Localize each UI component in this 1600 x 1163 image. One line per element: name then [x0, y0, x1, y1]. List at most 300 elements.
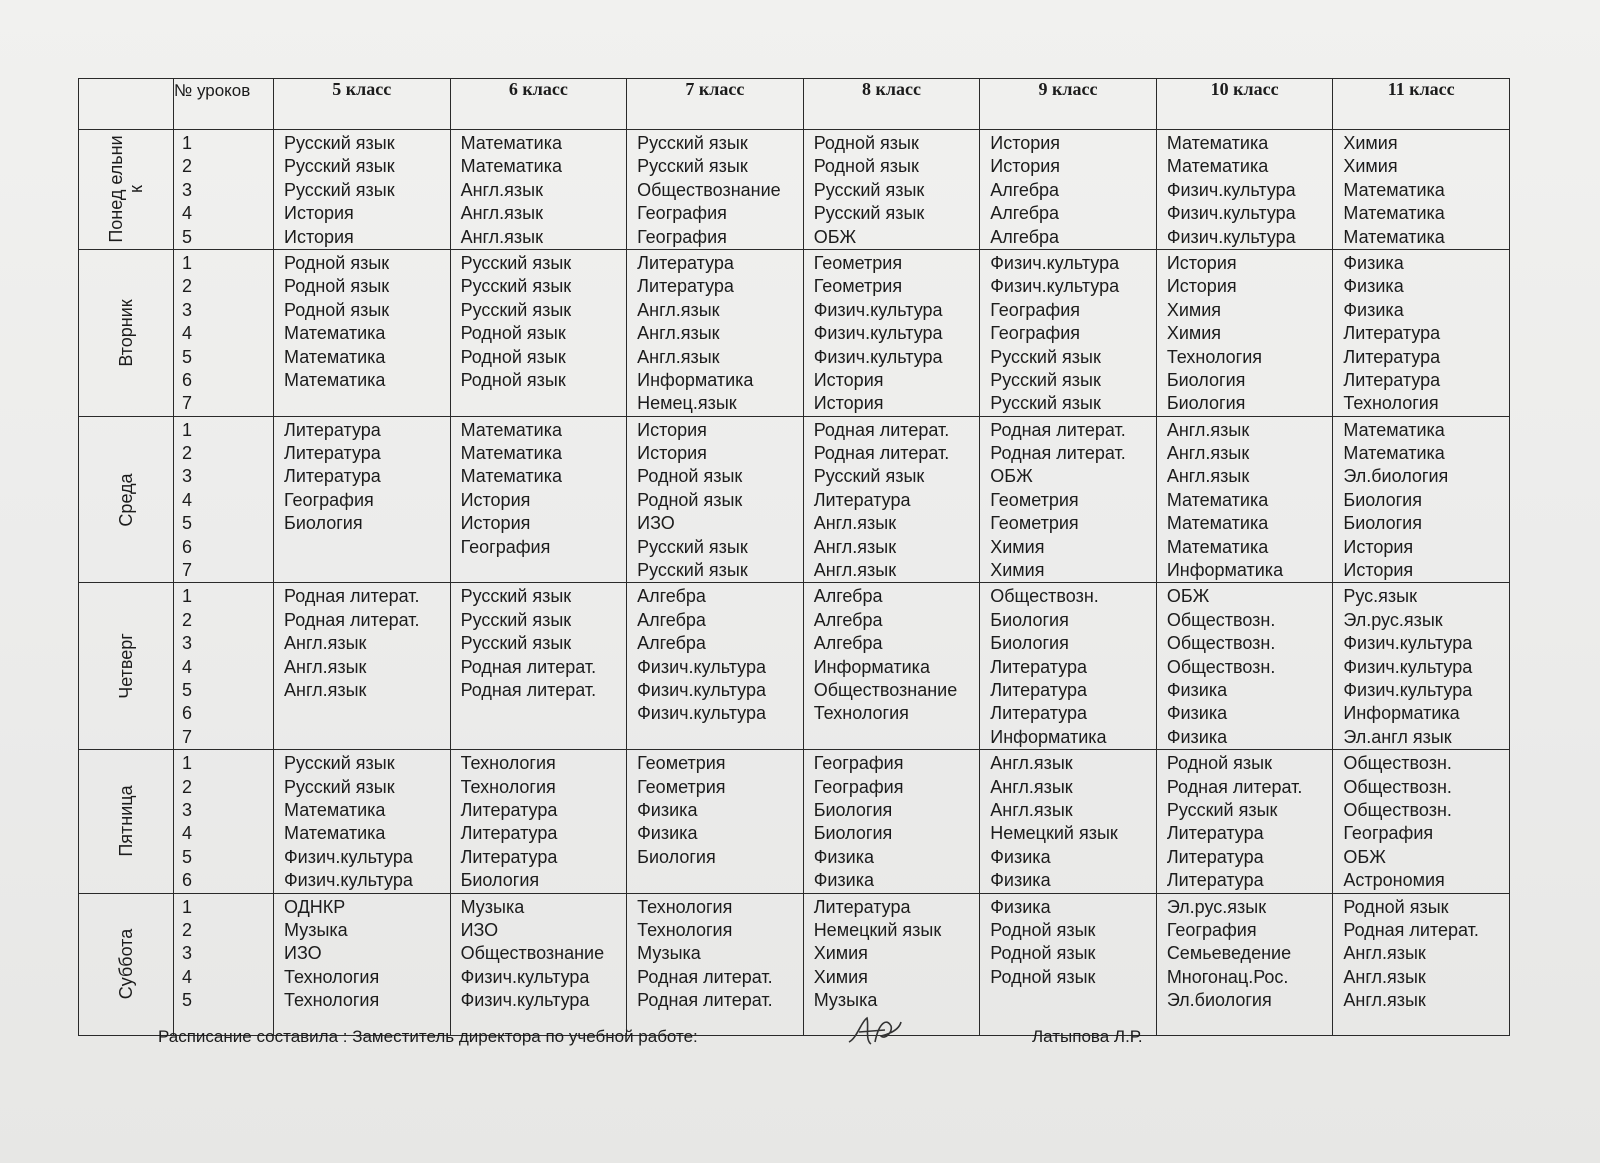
subject: Русский язык — [990, 393, 1101, 414]
subject: Физика — [1343, 252, 1404, 273]
subject: География — [637, 226, 727, 247]
subject: Технология — [460, 753, 556, 774]
class-schedule-cell — [450, 249, 627, 416]
subject: Математика — [1343, 179, 1445, 200]
class-schedule-cell — [1333, 893, 1510, 1035]
subject: Математика — [1166, 489, 1269, 510]
subject: Англ.язык — [637, 299, 720, 320]
subject: История — [284, 203, 354, 224]
subject: Англ.язык — [1166, 443, 1250, 464]
subject: Родная литерат. — [1343, 919, 1479, 940]
lesson-number: 1 — [182, 896, 193, 917]
subject: Многонац.Рос. — [1166, 966, 1289, 987]
lesson-number: 4 — [182, 823, 193, 844]
class-schedule-cell — [274, 416, 451, 583]
subject: Физич.культура — [1343, 656, 1473, 677]
subject: Эл.англ язык — [1343, 726, 1452, 747]
subject: Алгебра — [813, 633, 883, 654]
subject: Биология — [813, 823, 893, 844]
lesson-numbers-cell — [174, 416, 274, 583]
class-schedule-cell — [627, 893, 804, 1035]
lesson-number: 5 — [182, 679, 193, 700]
day-row — [79, 130, 1510, 250]
lesson-number: 5 — [182, 513, 193, 534]
subject: География — [1343, 823, 1434, 844]
lesson-numbers-cell — [174, 583, 274, 750]
subject: Математика — [1166, 536, 1269, 557]
subject: Русский язык — [460, 299, 572, 320]
subject: Обществозн. — [1166, 656, 1276, 677]
lesson-number: 2 — [182, 276, 193, 297]
subject: Обществозн. — [1166, 633, 1276, 654]
subject: Алгебра — [637, 586, 706, 607]
subject: Литература — [637, 252, 734, 273]
footer-caption: Расписание составила : Заместитель директора по учебной работе: — [158, 1027, 698, 1046]
day-name: Пятница — [116, 785, 136, 857]
lesson-number: 6 — [182, 870, 193, 891]
subject: История — [284, 226, 354, 247]
subject: Родной язык — [460, 346, 566, 367]
subject: Биология — [460, 870, 540, 891]
class-schedule-cell — [1156, 750, 1333, 893]
subject: Литература — [1343, 323, 1441, 344]
class-schedule-cell — [1156, 130, 1333, 250]
subject: Математика — [460, 156, 562, 177]
subject: Математика — [460, 133, 562, 153]
subject: История — [813, 393, 884, 414]
class-6-header: 6 класс — [450, 79, 627, 130]
subject: Геометрия — [990, 513, 1079, 534]
class-schedule-cell — [803, 416, 980, 583]
subject: Биология — [813, 799, 893, 820]
lesson-number: 3 — [182, 299, 193, 320]
subject: Химия — [1343, 133, 1398, 153]
footer-signatory: Латыпова Л.Р. — [1032, 1027, 1143, 1046]
subject: Литература — [990, 656, 1088, 677]
subject: Англ.язык — [1343, 943, 1426, 964]
class-schedule-cell — [1156, 893, 1333, 1035]
class-schedule-cell — [274, 893, 451, 1035]
subject: Родная литерат. — [813, 443, 950, 464]
subject: Англ.язык — [990, 753, 1073, 774]
subject: Литература — [460, 823, 558, 844]
subject: Химия — [1166, 299, 1222, 320]
subject: Англ.язык — [1343, 990, 1426, 1011]
subject: Родной язык — [460, 369, 566, 390]
subject: Немецкий язык — [813, 919, 942, 940]
subject: Англ.язык — [637, 346, 720, 367]
day-name-cell — [79, 583, 174, 750]
subject: Эл.биология — [1343, 466, 1449, 487]
subject: Русский язык — [460, 586, 572, 607]
class-schedule-cell — [627, 249, 804, 416]
subject: Астрономия — [1343, 870, 1445, 891]
subject: Физика — [990, 870, 1051, 891]
subject: Физич.культура — [1343, 633, 1473, 654]
lesson-number: 5 — [182, 226, 193, 247]
subject: Информатика — [1166, 560, 1284, 581]
subject: Англ.язык — [284, 679, 367, 700]
subject: Алгебра — [637, 609, 706, 630]
lesson-number: 6 — [182, 536, 193, 557]
day-name-cell — [79, 130, 174, 250]
lesson-number: 4 — [182, 489, 193, 510]
class-schedule-cell — [1333, 750, 1510, 893]
subject: ИЗО — [284, 943, 322, 964]
lesson-number: 7 — [182, 393, 193, 414]
day-row — [79, 249, 1510, 416]
day-name: Среда — [116, 472, 136, 527]
lesson-number-header: № уроков — [174, 79, 274, 130]
class-schedule-cell — [980, 583, 1157, 750]
schedule-body — [79, 130, 1510, 1036]
subject: Немец.язык — [637, 393, 737, 414]
subject: Литература — [284, 466, 381, 487]
subject: Математика — [1166, 133, 1269, 153]
subject: География — [637, 203, 727, 224]
subject: ОБЖ — [990, 466, 1033, 487]
subject: Семьеведение — [1166, 943, 1292, 964]
subject: Литература — [460, 799, 558, 820]
subject: Русский язык — [284, 133, 395, 153]
subject: Биология — [990, 609, 1069, 630]
subject: Математика — [284, 323, 386, 344]
lesson-numbers-cell — [174, 249, 274, 416]
subject: Алгебра — [990, 203, 1060, 224]
signature-image — [845, 1012, 905, 1052]
subject: Родной язык — [1166, 753, 1272, 774]
subject: Физика — [990, 846, 1051, 867]
subject: Литература — [1166, 846, 1264, 867]
class-schedule-cell — [980, 130, 1157, 250]
subject: Англ.язык — [637, 323, 720, 344]
subject: Русский язык — [637, 536, 748, 557]
subject: Англ.язык — [813, 560, 897, 581]
subject: Алгебра — [990, 179, 1060, 200]
subject: Литература — [284, 443, 381, 464]
subject: Русский язык — [460, 609, 572, 630]
subject: Физика — [1166, 703, 1228, 724]
subject: Технология — [460, 776, 556, 797]
subject: Физика — [637, 799, 698, 820]
subject: Биология — [1166, 369, 1246, 390]
subject: Алгебра — [813, 586, 883, 607]
lesson-number: 1 — [182, 419, 193, 440]
subject: Геометрия — [813, 276, 903, 297]
subject: Англ.язык — [990, 799, 1073, 820]
subject: Технология — [1343, 393, 1439, 414]
subject: Информатика — [990, 726, 1107, 747]
subject: Биология — [1343, 513, 1422, 534]
class-schedule-cell — [1156, 249, 1333, 416]
lesson-number: 5 — [182, 990, 193, 1011]
subject: Математика — [284, 823, 386, 844]
lesson-number: 1 — [182, 252, 193, 273]
lesson-number: 2 — [182, 609, 193, 630]
day-row — [79, 416, 1510, 583]
lesson-number: 2 — [182, 443, 193, 464]
day-name: Понед ельни к — [106, 135, 146, 244]
subject: Родной язык — [460, 323, 566, 344]
lesson-number: 1 — [182, 753, 193, 774]
subject: География — [284, 489, 374, 510]
subject: Родной язык — [637, 489, 743, 510]
class-schedule-cell — [627, 583, 804, 750]
subject: Родная литерат. — [284, 609, 420, 630]
subject: История — [1166, 252, 1237, 273]
subject: Литература — [1343, 369, 1441, 390]
subject: Родной язык — [813, 133, 919, 153]
lesson-number: 2 — [182, 776, 193, 797]
subject: Англ.язык — [813, 513, 897, 534]
lesson-number: 4 — [182, 966, 193, 987]
subject: Англ.язык — [1166, 466, 1250, 487]
subject: Родной язык — [284, 252, 390, 273]
subject: Физич.культура — [284, 846, 413, 867]
day-name: Вторник — [116, 299, 136, 367]
subject: Физика — [1343, 276, 1404, 297]
subject: История — [1166, 276, 1237, 297]
subject: Математика — [1343, 226, 1445, 247]
subject: Литература — [1166, 823, 1264, 844]
day-row — [79, 583, 1510, 750]
subject: Литература — [637, 276, 734, 297]
class-8-header: 8 класс — [803, 79, 980, 130]
class-schedule-cell — [1333, 416, 1510, 583]
subject: Технология — [637, 896, 733, 917]
class-schedule-cell — [803, 750, 980, 893]
subject: Физика — [1343, 299, 1404, 320]
subject: Русский язык — [284, 179, 395, 200]
subject: Алгебра — [813, 609, 883, 630]
subject: Физика — [637, 823, 698, 844]
subject: Родная литерат. — [1166, 776, 1303, 797]
day-name-cell — [79, 750, 174, 893]
subject: История — [1343, 560, 1414, 581]
subject: Родной язык — [284, 276, 390, 297]
class-schedule-cell — [803, 249, 980, 416]
subject: Химия — [1343, 156, 1398, 177]
subject: Русский язык — [813, 203, 925, 224]
subject: Музыка — [637, 943, 701, 964]
class-10-header: 10 класс — [1156, 79, 1333, 130]
subject: Литература — [813, 489, 911, 510]
subject: Литература — [990, 679, 1088, 700]
subject: Математика — [1343, 203, 1445, 224]
class-schedule-cell — [274, 249, 451, 416]
lesson-number: 1 — [182, 133, 193, 153]
subject: Родной язык — [637, 466, 743, 487]
class-schedule-cell — [450, 893, 627, 1035]
class-schedule-cell — [1333, 583, 1510, 750]
subject: ОБЖ — [1166, 586, 1210, 607]
subject: Физика — [990, 896, 1051, 917]
subject: Биология — [990, 633, 1069, 654]
subject: Обществознание — [460, 943, 605, 964]
subject: Геометрия — [990, 489, 1079, 510]
subject: Англ.язык — [1166, 419, 1250, 440]
lesson-number: 2 — [182, 156, 193, 177]
class-schedule-cell — [1333, 130, 1510, 250]
subject: Обществознание — [637, 179, 781, 200]
subject: Обществозн. — [1343, 753, 1452, 774]
subject: Химия — [990, 560, 1045, 581]
subject: Русский язык — [813, 466, 925, 487]
class-schedule-cell — [1333, 249, 1510, 416]
subject: Родной язык — [1343, 896, 1449, 917]
lesson-numbers-cell — [174, 130, 274, 250]
class-schedule-cell — [980, 750, 1157, 893]
subject: История — [1343, 536, 1414, 557]
class-schedule-cell — [627, 750, 804, 893]
subject: Технология — [1166, 346, 1263, 367]
subject: Литература — [1166, 870, 1264, 891]
subject: Музыка — [813, 990, 878, 1011]
class-schedule-cell — [450, 583, 627, 750]
subject: Русский язык — [284, 156, 395, 177]
subject: Алгебра — [990, 226, 1060, 247]
subject: Англ.язык — [460, 226, 543, 247]
subject: Русский язык — [284, 776, 395, 797]
subject: Родной язык — [990, 943, 1096, 964]
subject: География — [1166, 919, 1257, 940]
subject: Информатика — [1343, 703, 1460, 724]
subject: Геометрия — [637, 776, 726, 797]
subject: Русский язык — [990, 346, 1101, 367]
subject: Физич.культура — [990, 276, 1120, 297]
lesson-number: 4 — [182, 656, 193, 677]
subject: Обществозн. — [990, 586, 1099, 607]
subject: Немецкий язык — [990, 823, 1118, 844]
header-row — [79, 79, 1510, 130]
subject: Родная литерат. — [637, 966, 773, 987]
subject: Физика — [813, 846, 875, 867]
lesson-number: 4 — [182, 203, 193, 224]
subject: Родная литерат. — [284, 586, 420, 607]
subject: Родная литерат. — [460, 679, 597, 700]
subject: Англ.язык — [284, 633, 367, 654]
lesson-number: 3 — [182, 799, 193, 820]
class-schedule-cell — [803, 130, 980, 250]
subject: Эл.биология — [1166, 990, 1272, 1011]
subject: Физич.культура — [637, 703, 766, 724]
day-row — [79, 893, 1510, 1035]
lesson-number: 5 — [182, 346, 193, 367]
day-name: Четверг — [116, 633, 136, 700]
subject: Обществозн. — [1343, 776, 1452, 797]
subject: Англ.язык — [284, 656, 367, 677]
subject: Информатика — [813, 656, 930, 677]
subject: Биология — [637, 846, 716, 867]
subject: Литература — [460, 846, 558, 867]
subject: Русский язык — [460, 252, 572, 273]
subject: ОДНКР — [284, 896, 346, 917]
subject: Химия — [813, 943, 868, 964]
subject: Русский язык — [990, 369, 1101, 390]
subject: Родная литерат. — [990, 443, 1126, 464]
subject: Русский язык — [637, 560, 748, 581]
subject: Литература — [990, 703, 1088, 724]
subject: Русский язык — [460, 276, 572, 297]
class-schedule-cell — [274, 750, 451, 893]
class-5-header: 5 класс — [274, 79, 451, 130]
subject: Англ.язык — [460, 203, 543, 224]
class-schedule-cell — [274, 583, 451, 750]
subject: Родной язык — [284, 299, 390, 320]
lesson-number: 6 — [182, 703, 193, 724]
subject: Физич.культура — [813, 346, 943, 367]
subject: Информатика — [637, 369, 754, 390]
subject: Геометрия — [813, 252, 903, 273]
subject: Литература — [284, 419, 381, 440]
subject: География — [990, 323, 1081, 344]
subject: Технология — [284, 966, 380, 987]
subject: Родной язык — [813, 156, 919, 177]
subject: Математика — [460, 466, 562, 487]
subject: Физич.культура — [1166, 226, 1296, 247]
class-schedule-cell — [627, 416, 804, 583]
subject: Технология — [813, 703, 909, 724]
lesson-number: 1 — [182, 586, 193, 607]
subject: История — [990, 156, 1061, 177]
subject: Родной язык — [990, 919, 1096, 940]
class-schedule-cell — [980, 249, 1157, 416]
subject: История — [637, 443, 707, 464]
subject: Физич.культура — [284, 870, 413, 891]
subject: Физич.культура — [1166, 179, 1296, 200]
subject: Родная литерат. — [990, 419, 1126, 440]
subject: Физич.культура — [460, 990, 590, 1011]
subject: Химия — [1166, 323, 1222, 344]
subject: Физич.культура — [460, 966, 590, 987]
day-name: Суббота — [116, 928, 136, 1000]
subject: Физика — [1166, 679, 1228, 700]
subject: Родная литерат. — [637, 990, 773, 1011]
corner-cell — [79, 79, 174, 130]
class-schedule-cell — [450, 130, 627, 250]
subject: Математика — [284, 369, 386, 390]
subject: ОБЖ — [1343, 846, 1386, 867]
subject: Физич.культура — [637, 656, 766, 677]
class-schedule-cell — [1156, 583, 1333, 750]
subject: Родная литерат. — [460, 656, 597, 677]
subject: Математика — [284, 799, 386, 820]
subject: Математика — [460, 443, 562, 464]
subject: Музыка — [284, 919, 348, 940]
subject: География — [990, 299, 1081, 320]
subject: История — [460, 513, 531, 534]
lesson-number: 3 — [182, 179, 193, 200]
subject: Русский язык — [1166, 799, 1278, 820]
subject: Музыка — [460, 896, 525, 917]
class-11-header: 11 класс — [1333, 79, 1510, 130]
subject: Физич.культура — [813, 299, 943, 320]
class-schedule-cell — [980, 893, 1157, 1035]
class-schedule-cell — [803, 583, 980, 750]
lesson-number: 3 — [182, 633, 193, 654]
subject: Биология — [284, 513, 363, 534]
class-schedule-cell — [627, 130, 804, 250]
subject: История — [637, 419, 707, 440]
lesson-number: 4 — [182, 323, 193, 344]
subject: Физич.культура — [813, 323, 943, 344]
subject: Русский язык — [637, 133, 748, 153]
subject: Химия — [813, 966, 868, 987]
subject: Физич.культура — [637, 679, 766, 700]
subject: Рус.язык — [1343, 586, 1417, 607]
subject: Физич.культура — [1343, 679, 1473, 700]
subject: Математика — [284, 346, 386, 367]
